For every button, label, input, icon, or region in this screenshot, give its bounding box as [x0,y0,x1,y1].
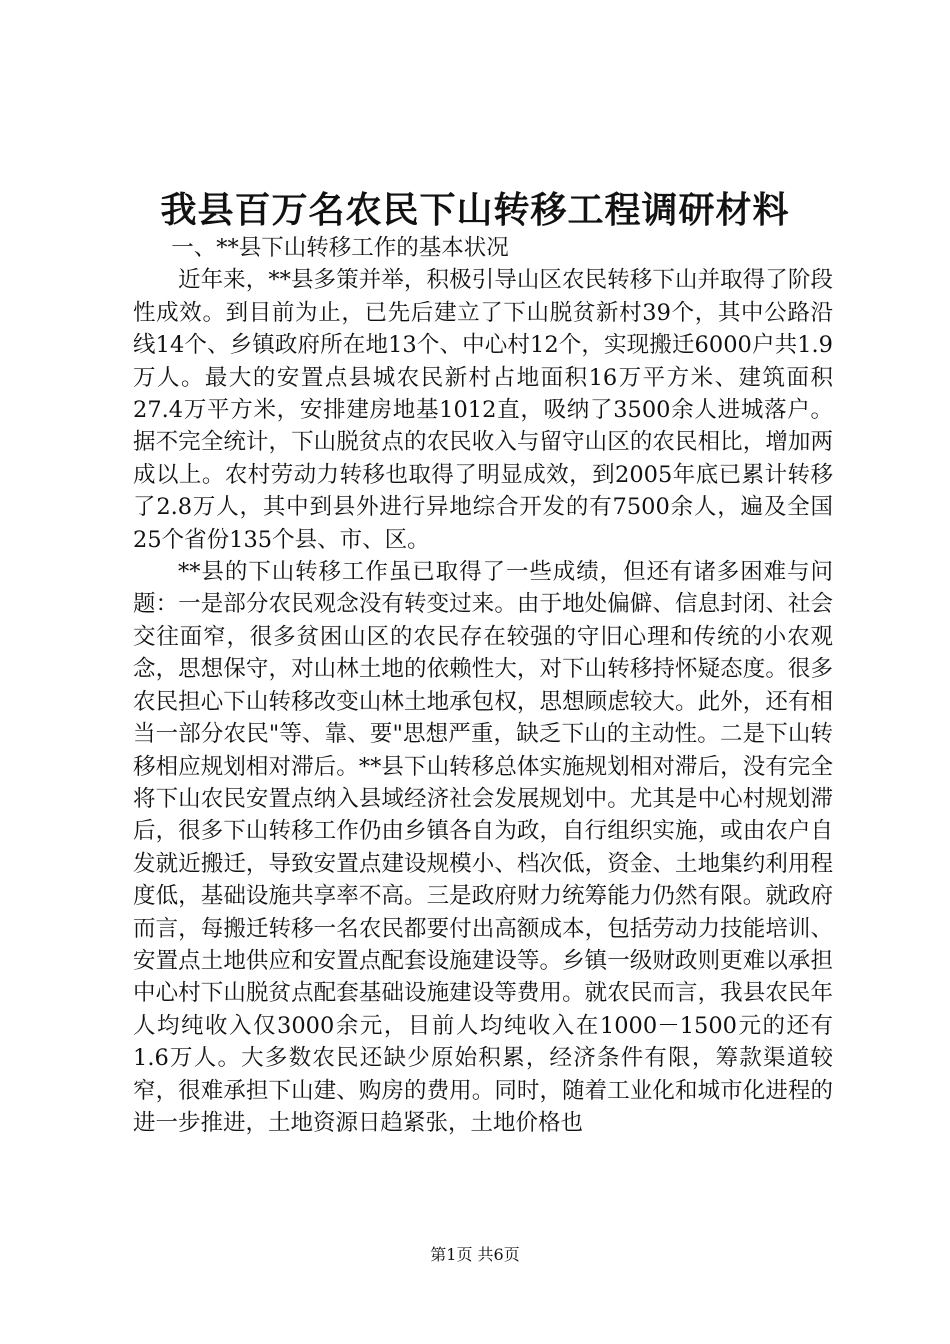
page-number-footer: 第1页 共6页 [430,1245,520,1264]
document-body [133,232,833,1139]
section-heading: 一、**县下山转移工作的基本状况 [171,235,509,261]
paragraph: 近年来，**县多策并举，积极引导山区农民转移下山并取得了阶段性成效。到目前为止，已先后建立了下山脱贫新村39个，其中公路沿线14个、乡镇政府所在地13个、中心村12个，实现搬迁6000户共1.9万人。最大的安置点县城农民新村占地面积16万平方米、建筑面积27.4万平方米，安排建房地基1012直，吸纳了3500余人进城落户。据不完全统计，下山脱贫点的农民收入与留守山区的农民相比，增加两成以上。农村劳动力转移也取得了明显成效，到2005年底已累计转移了2.8万人，其中到县外进行异地综合开发的有7500余人，遍及全国25个省份135个县、市、区。 [133,267,833,553]
paragraph: **县的下山转移工作虽已取得了一些成绩，但还有诸多困难与问题：一是部分农民观念没有转变过来。由于地处偏僻、信息封闭、社会交往面窄，很多贫困山区的农民存在较强的守旧心理和传统的小农观念，思想保守，对山林土地的依赖性大，对下山转移持怀疑态度。很多农民担心下山转移改变山林土地承包权，思想顾虑较大。此外，还有相当一部分农民"等、靠、要"思想严重，缺乏下山的主动性。二是下山转移相应规划相对滞后。**县下山转移总体实施规划相对滞后，没有完全将下山农民安置点纳入县域经济社会发展规划中。尤其是中心村规划滞后，很多下山转移工作仍由乡镇各自为政，自行组织实施，或由农户自发就近搬迁，导致安置点建设规模小、档次低，资金、土地集约利用程度低，基础设施共享率不高。三是政府财力统筹能力仍然有限。就政府而言，每搬迁转移一名农民都要付出高额成本，包括劳动力技能培训、安置点土地供应和安置点配套设施建设等。乡镇一级财政则更难以承担中心村下山脱贫点配套基础设施建设等费用。就农民而言，我县农民年人均纯收入仅3000余元，目前人均纯收入在1000－1500元的还有1.6万人。大多数农民还缺少原始积累，经济条件有限，筹款渠道较窄，很难承担下山建、购房的费用。同时，随着工业化和城市化进程的进一步推进，土地资源日趋紧张，土地价格也 [133,559,833,1136]
document-title: 我县百万名农民下山转移工程调研材料 [160,189,790,231]
